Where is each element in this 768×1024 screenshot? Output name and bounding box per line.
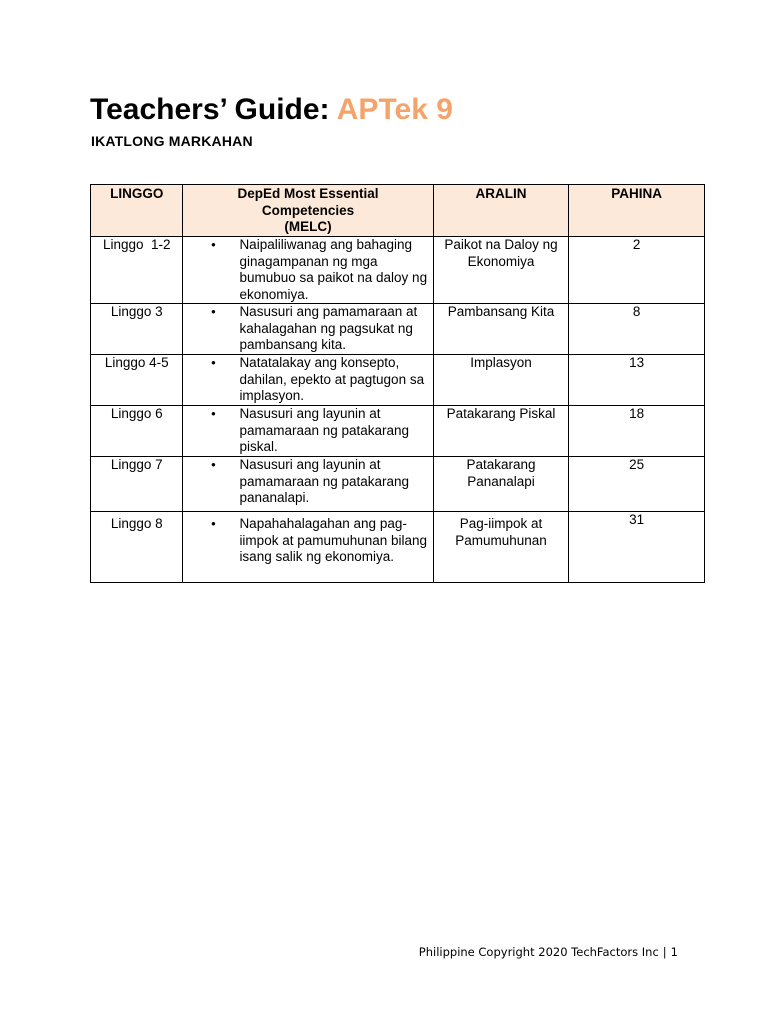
week-cell: Linggo 6 bbox=[91, 406, 183, 457]
competency-item bbox=[187, 406, 428, 456]
competency-cell bbox=[183, 237, 433, 304]
competency-text: Natatalakay ang konsepto, dahilan, epekto at pagtugon sa implasyon. bbox=[239, 355, 425, 403]
competency-item bbox=[187, 516, 428, 566]
bullet-icon: • bbox=[211, 304, 216, 319]
competency-text: Nasusuri ang layunin at pamamaraan ng patakarang pananalapi. bbox=[239, 457, 410, 505]
competency-text: Naipaliliwanag ang bahaging ginagampanan ng mga bumubuo sa paikot na daloy ng ekonomiya. bbox=[239, 237, 428, 302]
table-row bbox=[91, 512, 705, 583]
competency-item bbox=[187, 237, 428, 303]
header-melc bbox=[183, 185, 433, 237]
footer-separator: | bbox=[662, 945, 667, 959]
page-cell: 2 bbox=[569, 237, 705, 304]
melc-table bbox=[90, 184, 705, 583]
table-row bbox=[91, 457, 705, 512]
bullet-icon: • bbox=[211, 237, 216, 252]
bullet-icon: • bbox=[211, 355, 216, 370]
competency-cell bbox=[183, 406, 433, 457]
page-cell: 31 bbox=[569, 512, 705, 583]
table-row bbox=[91, 355, 705, 406]
competency-item bbox=[187, 355, 428, 405]
page-cell: 25 bbox=[569, 457, 705, 512]
page-cell: 8 bbox=[569, 304, 705, 355]
week-cell: Linggo 3 bbox=[91, 304, 183, 355]
table-row bbox=[91, 406, 705, 457]
competency-cell bbox=[183, 457, 433, 512]
header-melc-line2: Competencies bbox=[261, 202, 355, 218]
competency-text: Nasusuri ang pamamaraan at kahalagahan ng pagsukat ng pambansang kita. bbox=[239, 304, 418, 352]
bullet-icon: • bbox=[211, 516, 216, 531]
footer-page-number: 1 bbox=[670, 945, 678, 959]
header-melc-line1: DepEd Most Essential bbox=[237, 186, 379, 201]
lesson-cell: Implasyon bbox=[433, 355, 569, 406]
bullet-icon: • bbox=[211, 457, 216, 472]
header-pahina: PAHINA bbox=[569, 185, 705, 237]
competency-text: Nasusuri ang layunin at pamamaraan ng patakarang piskal. bbox=[239, 406, 410, 454]
bullet-icon: • bbox=[211, 406, 216, 421]
page-cell: 13 bbox=[569, 355, 705, 406]
competency-cell bbox=[183, 304, 433, 355]
page-title bbox=[90, 90, 453, 130]
table-row bbox=[91, 304, 705, 355]
page-cell: 18 bbox=[569, 406, 705, 457]
lesson-cell: Patakarang Piskal bbox=[433, 406, 569, 457]
lesson-cell: Pag-iimpok at Pamumuhunan bbox=[433, 512, 569, 583]
lesson-cell: Pambansang Kita bbox=[433, 304, 569, 355]
week-cell: Linggo 7 bbox=[91, 457, 183, 512]
competency-item bbox=[187, 304, 428, 354]
week-cell: Linggo 1-2 bbox=[91, 237, 183, 304]
page-footer bbox=[419, 945, 678, 959]
table-row bbox=[91, 237, 705, 304]
lesson-cell: Paikot na Daloy ng Ekonomiya bbox=[433, 237, 569, 304]
competency-text: Napahahalagahan ang pag-iimpok at pamumuhunan bilang isang salik ng ekonomiya. bbox=[239, 516, 428, 564]
header-aralin: ARALIN bbox=[433, 185, 569, 237]
title-prefix: Teachers’ Guide: bbox=[90, 93, 337, 126]
competency-cell bbox=[183, 512, 433, 583]
header-melc-line3: (MELC) bbox=[284, 219, 332, 234]
table-header-row bbox=[91, 185, 705, 237]
competency-item bbox=[187, 457, 428, 507]
header-linggo: LINGGO bbox=[91, 185, 183, 237]
lesson-cell: Patakarang Pananalapi bbox=[433, 457, 569, 512]
title-accent: APTek 9 bbox=[336, 93, 453, 126]
competency-cell bbox=[183, 355, 433, 406]
week-cell: Linggo 8 bbox=[91, 512, 183, 583]
quarter-subtitle: IKATLONG MARKAHAN bbox=[91, 133, 253, 149]
week-cell: Linggo 4-5 bbox=[91, 355, 183, 406]
footer-copyright: Philippine Copyright 2020 TechFactors Inc bbox=[418, 945, 659, 959]
